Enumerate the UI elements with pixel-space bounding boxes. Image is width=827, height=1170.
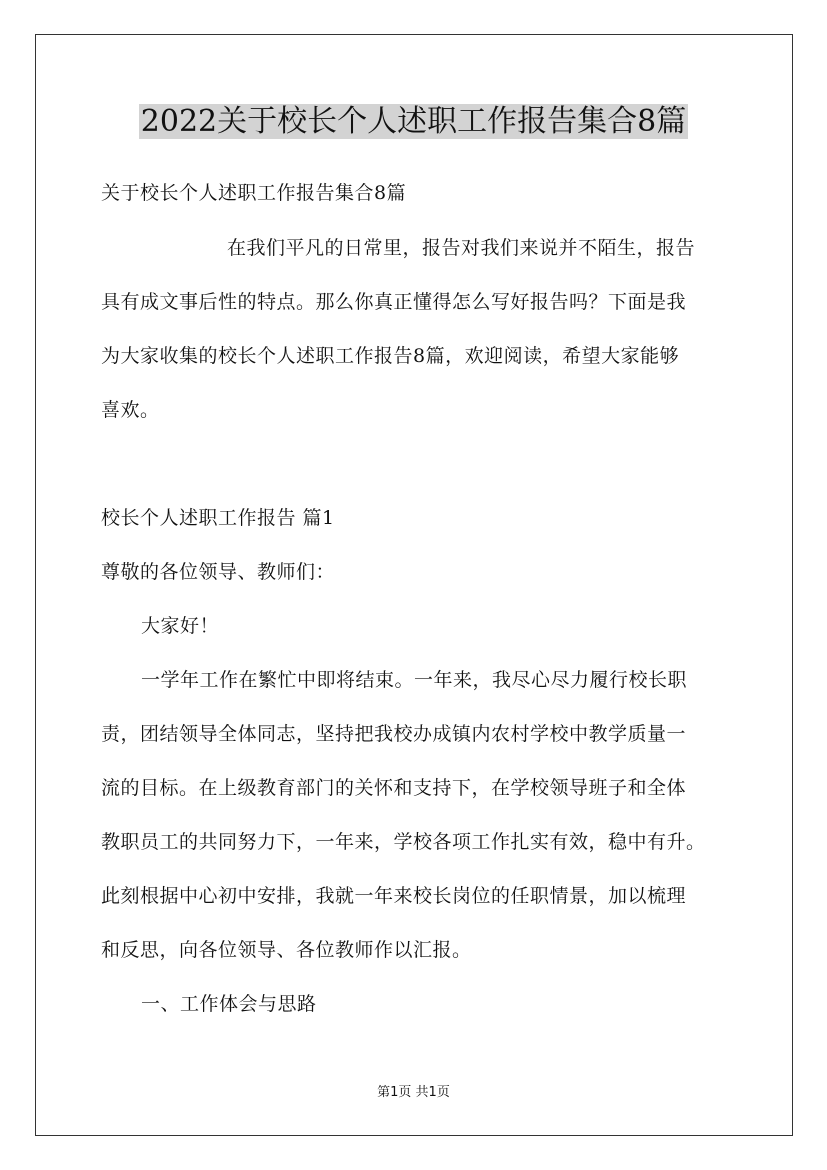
body-line-5: 此刻根据中心初中安排，我就一年来校长岗位的任职情景，加以梳理 [101,885,687,907]
page-footer: 第1页 共1页 [377,1085,450,1100]
body-line-6: 和反思，向各位领导、各位教师作以汇报。 [101,939,472,961]
intro-line-1: 在我们平凡的日常里，报告对我们来说并不陌生，报告 [227,237,696,259]
intro-line-3: 为大家收集的校长个人述职工作报告8篇，欢迎阅读，希望大家能够 [101,345,680,367]
document-title [0,100,827,144]
document-title-text: 2022关于校长个人述职工作报告集合8篇 [140,104,687,139]
body-line-3: 流的目标。在上级教育部门的关怀和支持下，在学校领导班子和全体 [101,777,687,799]
point-heading: 一、工作体会与思路 [141,993,317,1015]
document-subtitle: 关于校长个人述职工作报告集合8篇 [101,182,407,204]
intro-line-2: 具有成文事后性的特点。那么你真正懂得怎么写好报告吗？下面是我 [101,291,687,313]
body-line-4: 教职员工的共同努力下，一年来，学校各项工作扎实有效，稳中有升。 [101,831,706,853]
greeting: 大家好！ [141,615,220,637]
body-line-1: 一学年工作在繁忙中即将结束。一年来，我尽心尽力履行校长职 [141,669,688,691]
section-heading: 校长个人述职工作报告 篇1 [101,507,335,529]
intro-line-4: 喜欢。 [101,399,160,421]
body-line-2: 责，团结领导全体同志，坚持把我校办成镇内农村学校中教学质量一 [101,723,687,745]
salutation: 尊敬的各位领导、教师们： [101,561,336,583]
